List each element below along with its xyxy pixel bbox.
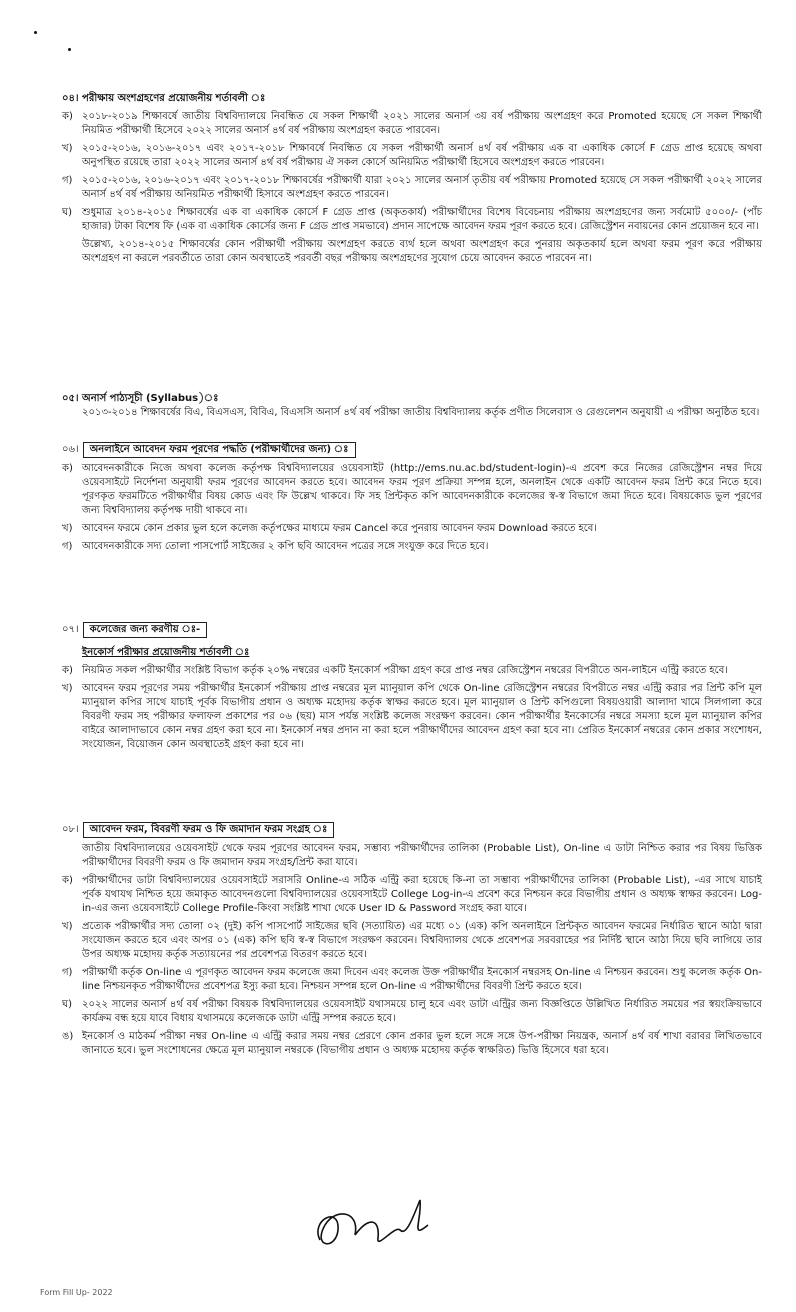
list-item: ক) আবেদনকারীকে নিজে অথবা কলেজ কর্তৃপক্ষ বিশ্ববিদ্যালয়ের ওয়েবসাইট (http://ems.nu.ac.bd/student-login)-এ প্রবেশ করে নিজের রেজিস্ট্রেশন নম্বর দিয়ে ওয়েবসাইটে নির্দেশনা অনুযায়ী ফরম পূরণের আবেদন করতে হবে। আবেদন ফরম পূরণ প্রক্রিয়া সম্পন্ন হলে, অনলাইন থেকে একটি আবেদন ফরম প্রিন্ট করে নিতে হবে। পূরণকৃত ফরমটিতে পরীক্ষার্থীর বিষয় কোড এবং ফি উল্লেখ থাকবে। ফি সহ প্রিন্টকৃত কপি আবেদনকারীকে কলেজের স্ব-স্ব বিভাগে জমা দিতে হবে। বিষয়কোড ভুল পূরণের জন্য বিশ্ববিদ্যালয় কর্তৃপক্ষ দায়ী থাকবে না। (62, 463, 762, 516)
section-08-heading: আবেদন ফরম, বিবরণী ফরম ও ফি জমাদান ফরম সংগ্রহ ঃ (83, 822, 335, 838)
signature-icon (300, 1180, 450, 1260)
list-item: গ) পরীক্ষার্থী কর্তৃক On-line এ পূরণকৃত আবেদন ফরম কলেজে জমা দিবেন এবং কলেজ উক্ত পরীক্ষার্থীর ইনকোর্স নম্বরসহ On-line এ নিশ্চয়ন করবেন। শুধু কলেজ কর্তৃক On-line নিশ্চয়নকৃত পরীক্ষার্থীদের প্রবেশপত্র ইস্যু করা হবে। নিশ্চয়ন সম্পন্ন হলে On-line এ পরীক্ষার্থীদের বিবরণী প্রিন্ট করতে হবে। (62, 967, 762, 992)
list-item: গ) ২০১৫-২০১৬, ২০১৬-২০১৭ এবং ২০১৭-২০১৮ শিক্ষাবর্ষের পরীক্ষার্থী যারা ২০২১ সালের অনার্স তৃতীয় বর্ষ পরীক্ষায় Promoted হয়েছে সে সকল পরীক্ষার্থী ২০২২ সালের অনার্স ৪র্থ বর্ষ পরীক্ষায় অনিয়মিত পরীক্ষার্থী হিসাবে অংশগ্রহণ করতে পারবেন। (62, 175, 762, 200)
section-07-heading: কলেজের জন্য করণীয় ঃ- (83, 622, 208, 638)
list-item: ঘ) ২০২২ সালের অনার্স ৪র্থ বর্ষ পরীক্ষা বিষয়ক বিশ্ববিদ্যালয়ের ওয়েবসাইট যথাসময়ে চালু হবে এবং ডাটা এন্ট্রির জন্য বিজ্ঞপ্তিতে উল্লিখিত নির্ধারিত সময়ের পর স্বয়ংক্রিয়ভাবে কার্যক্রম বন্ধ হয়ে যাবে বিধায় যথাসময়ে কলেজকে ডাটা এন্ট্রি সম্পন্ন করতে হবে। (62, 999, 762, 1024)
list-item: ঘ) শুধুমাত্র ২০১৪-২০১৫ শিক্ষাবর্ষের এক বা একাধিক কোর্সে F গ্রেড প্রাপ্ত (অকৃতকার্য) পরীক্ষার্থীদের বিশেষ বিবেচনায় পরীক্ষায় অংশগ্রহণের জন্য সর্বমোট ৫০০০/- (পাঁচ হাজার) টাকা বিশেষ ফি (এক বা একাধিক কোর্সের জন্য F গ্রেড প্রাপ্ত সমভাবে) প্রদান সাপেক্ষে আবেদন ফরম পূরণ করতে হবে। রেজিস্ট্রেশন নবায়নের কোন প্রয়োজন হবে না। (62, 207, 762, 232)
footer-label: Form Fill Up- 2022 (40, 1288, 113, 1297)
list-item: ক) নিয়মিত সকল পরীক্ষার্থীর সংশ্লিষ্ট বিভাগ কর্তৃক ২০% নম্বরের একটি ইনকোর্স পরীক্ষা গ্রহণ করে প্রাপ্ত নম্বর রেজিস্ট্রেশন নম্বরের বিপরীতে অন-লাইনে এন্ট্রি করতে হবে। (62, 665, 728, 676)
section-04 (62, 92, 762, 266)
list-item: ঙ) ইনকোর্স ও মাঠকর্ম পরীক্ষা নম্বর On-line এ এন্ট্রি করার সময় নম্বর প্রেরণে কোন প্রকার ভুল হলে সঙ্গে সঙ্গে উপ-পরীক্ষা নিয়ন্ত্রক, অনার্স ৪র্থ বর্ষ শাখা বরাবর লিখিতভাবে জানাতে হবে। ভুল সংশোধনের ক্ষেত্রে মূল ম্যানুয়াল নম্বরকে (বিভাগীয় প্রধান ও অধ্যক্ষ মহোদয় কর্তৃক স্বাক্ষরিত) ভিত্তি হিসেবে ধরা হবে। (62, 1031, 762, 1056)
section-04-heading: ০৪। পরীক্ষায় অংশগ্রহণের প্রয়োজনীয় শর্তাবলী ঃ (62, 93, 266, 104)
list-item: ক) ২০১৮-২০১৯ শিক্ষাবর্ষে জাতীয় বিশ্ববিদ্যালয়ে নিবন্ধিত যে সকল শিক্ষার্থী ২০২১ সালের অনার্স ৩য় বর্ষ পরীক্ষায় অংশগ্রহণ করে Promoted হয়েছে সে সকল শিক্ষার্থী নিয়মিত পরীক্ষার্থী হিসেবে ২০২২ সালের অনার্স ৪র্থ বর্ষ পরীক্ষায় অংশগ্রহণ করতে পারবেন। (62, 111, 762, 136)
list-item: গ) আবেদনকারীকে সদ্য তোলা পাসপোর্ট সাইজের ২ কপি ছবি আবেদন পত্রের সঙ্গে সংযুক্ত করে দিতে হবে। (62, 541, 489, 552)
syllabus-text: ২০১৩-২০১৪ শিক্ষাবর্ষের বিএ, বিএসএস, বিবিএ, বিএসসি অনার্স ৪র্থ বর্ষ পরীক্ষা জাতীয় বিশ্ববিদ্যালয় কর্তৃক প্রণীত সিলেবাস ও রেগুলেশন অনুযায়ী এ পরীক্ষা অনুষ্ঠিত হবে। (82, 407, 760, 418)
section-05-heading: ০৫। অনার্স পাঠ্যসূচী (Syllabus)ঃ (62, 393, 219, 404)
section-08-intro: জাতীয় বিশ্ববিদ্যালয়ের ওয়েবসাইট থেকে ফরম পূরণের আবেদন ফরম, সম্ভাব্য পরীক্ষার্থীদের তালিকা (Probable List), On-line এ ডাটা নিশ্চিত করার পর বিষয় ভিত্তিক পরীক্ষার্থীদের বিবরণী ফরম ও ফি জমাদান ফরম সংগ্রহ/প্রিন্ট করা যাবে। (82, 843, 762, 868)
section-07-number: ০৭। (62, 624, 79, 635)
section-07 (62, 622, 762, 752)
scan-dot (68, 48, 71, 51)
list-item: ক) পরীক্ষার্থীদের ডাটা বিশ্ববিদ্যালয়ের ওয়েবসাইটে সরাসরি Online-এ সঠিক এন্ট্রি করা হয়েছে কি-না তা সম্ভাব্য পরীক্ষার্থীদের তালিকা (Probable List), -এর সাথে যাচাই পূর্বক যথাযথ নিশ্চিত হয়ে জমাকৃত আবেদনগুলো বিশ্ববিদ্যালয়ের ওয়েবসাইটে College Log-in-এ প্রবেশ করে নিশ্চয়ন করে বিভাগীয় প্রধান ও অধ্যক্ষ স্বাক্ষর করবেন। Log-in-এর জন্য ওয়েবসাইটে College Profile-কিংবা সংশ্লিষ্ট শাখা থেকে User ID & Password সংগ্রহ করা যাবে। (62, 875, 762, 914)
scan-dot (34, 31, 37, 34)
note-paragraph: উল্লেখ্য, ২০১৪-২০১৫ শিক্ষাবর্ষের কোন পরীক্ষার্থী পরীক্ষায় অংশগ্রহণ করতে ব্যর্থ হলে অথবা অংশগ্রহণ করে পুনরায় অকৃতকার্য হলে অথবা ফরম পূরণ করে পরীক্ষায় অংশগ্রহণ না করলে পরবর্তীতে তারা কোন অবস্থাতেই পরবর্তী বছর পরীক্ষায় অংশগ্রহণের সুযোগ চেয়ে আবেদন করতে পারবেন না। (82, 239, 762, 264)
list-item: খ) আবেদন ফরম পূরণের সময় পরীক্ষার্থীর ইনকোর্স পরীক্ষায় প্রাপ্ত নম্বরের মূল ম্যানুয়াল কপি থেকে On-line রেজিস্ট্রেশন নম্বরের বিপরীতে নম্বর এন্ট্রি করার পর প্রিন্ট কপি মূল ম্যানুয়াল কপির সাথে যাচাই পূর্বক বিভাগীয় প্রধান ও অধ্যক্ষ মহোদয় কর্তৃক স্বাক্ষর করতে হবে। মূল ম্যানুয়াল ও প্রিন্ট কপিগুলো বিষয়ওয়ারী আলাদা খামে সিলগালা করে বিবরণী ফরম সহ পরীক্ষার ফলাফল প্রকাশের পর ০৬ (ছয়) মাস পর্যন্ত সংশ্লিষ্ট কলেজ সংরক্ষণ করবেন। কোন পরীক্ষার্থীর ইনকোর্সের নম্বরে সমস্যা হলে মূল ম্যানুয়াল কপির বাইরে আলাদাভাবে কোন নম্বর গ্রহণ করা হবে না। ইনকোর্স নম্বর প্রদান না করা হলে পরীক্ষার্থীদের আবেদন গ্রহণ করা হবে না। প্রেরিত ইনকোর্স নম্বরের কোন প্রকার সংশোধন, সংযোজন, বিয়োজন কোন অবস্থাতেই গ্রহণ করা হবে না। (62, 683, 762, 750)
list-item: খ) প্রত্যেক পরীক্ষার্থীর সদ্য তোলা ০২ (দুই) কপি পাসপোর্ট সাইজের ছবি (সত্যায়িত) এর মধ্যে ০১ (এক) কপি অনলাইনে প্রিন্টকৃত আবেদন ফরমের নির্ধারিত স্থানে আঠা দ্বারা সংযোজন করতে হবে এবং অপর ০১ (এক) কপি ছবি স্ব-স্ব বিভাগে সংরক্ষণ করবেন। বিশ্ববিদ্যালয় থেকে প্রবেশপত্র সরবরাহের পর নির্দিষ্ট স্থানে আঠা দিয়ে ছবি লাগিয়ে তার উপর অধ্যক্ষ মহোদয় কর্তৃক সত্যায়নের পর প্রবেশপত্র বিতরণ করতে হবে। (62, 921, 762, 960)
section-08-number: ০৮। (62, 824, 79, 835)
section-06 (62, 442, 762, 554)
section-08 (62, 822, 762, 1058)
section-06-number: ০৬। (62, 444, 79, 455)
list-item: খ) আবেদন ফরমে কোন প্রকার ভুল হলে কলেজ কর্তৃপক্ষের মাধ্যমে ফরম Cancel করে পুনরায় আবেদন ফরম Download করতে হবে। (62, 523, 597, 534)
section-05 (62, 392, 762, 420)
incourse-subheading: ইনকোর্স পরীক্ষার প্রয়োজনীয় শর্তাবলী ঃ (82, 647, 250, 658)
list-item: খ) ২০১৫-২০১৬, ২০১৬-২০১৭ এবং ২০১৭-২০১৮ শিক্ষাবর্ষে নিবন্ধিত যে সকল পরীক্ষার্থী অনার্স ৪র্থ বর্ষ পরীক্ষায় এক বা একাধিক কোর্সে F গ্রেড প্রাপ্ত হয়েছে অথবা অনুপস্থিত রয়েছে তারা ২০২২ সালের অনার্স ৪র্থ বর্ষ পরীক্ষায় ঐ সকল কোর্সে অনিয়মিত পরীক্ষার্থী হিসেবে অংশগ্রহণ করতে পারবেন। (62, 143, 762, 168)
section-06-heading: অনলাইনে আবেদন ফরম পূরণের পদ্ধতি (পরীক্ষার্থীদের জন্য) ঃ (83, 442, 356, 458)
